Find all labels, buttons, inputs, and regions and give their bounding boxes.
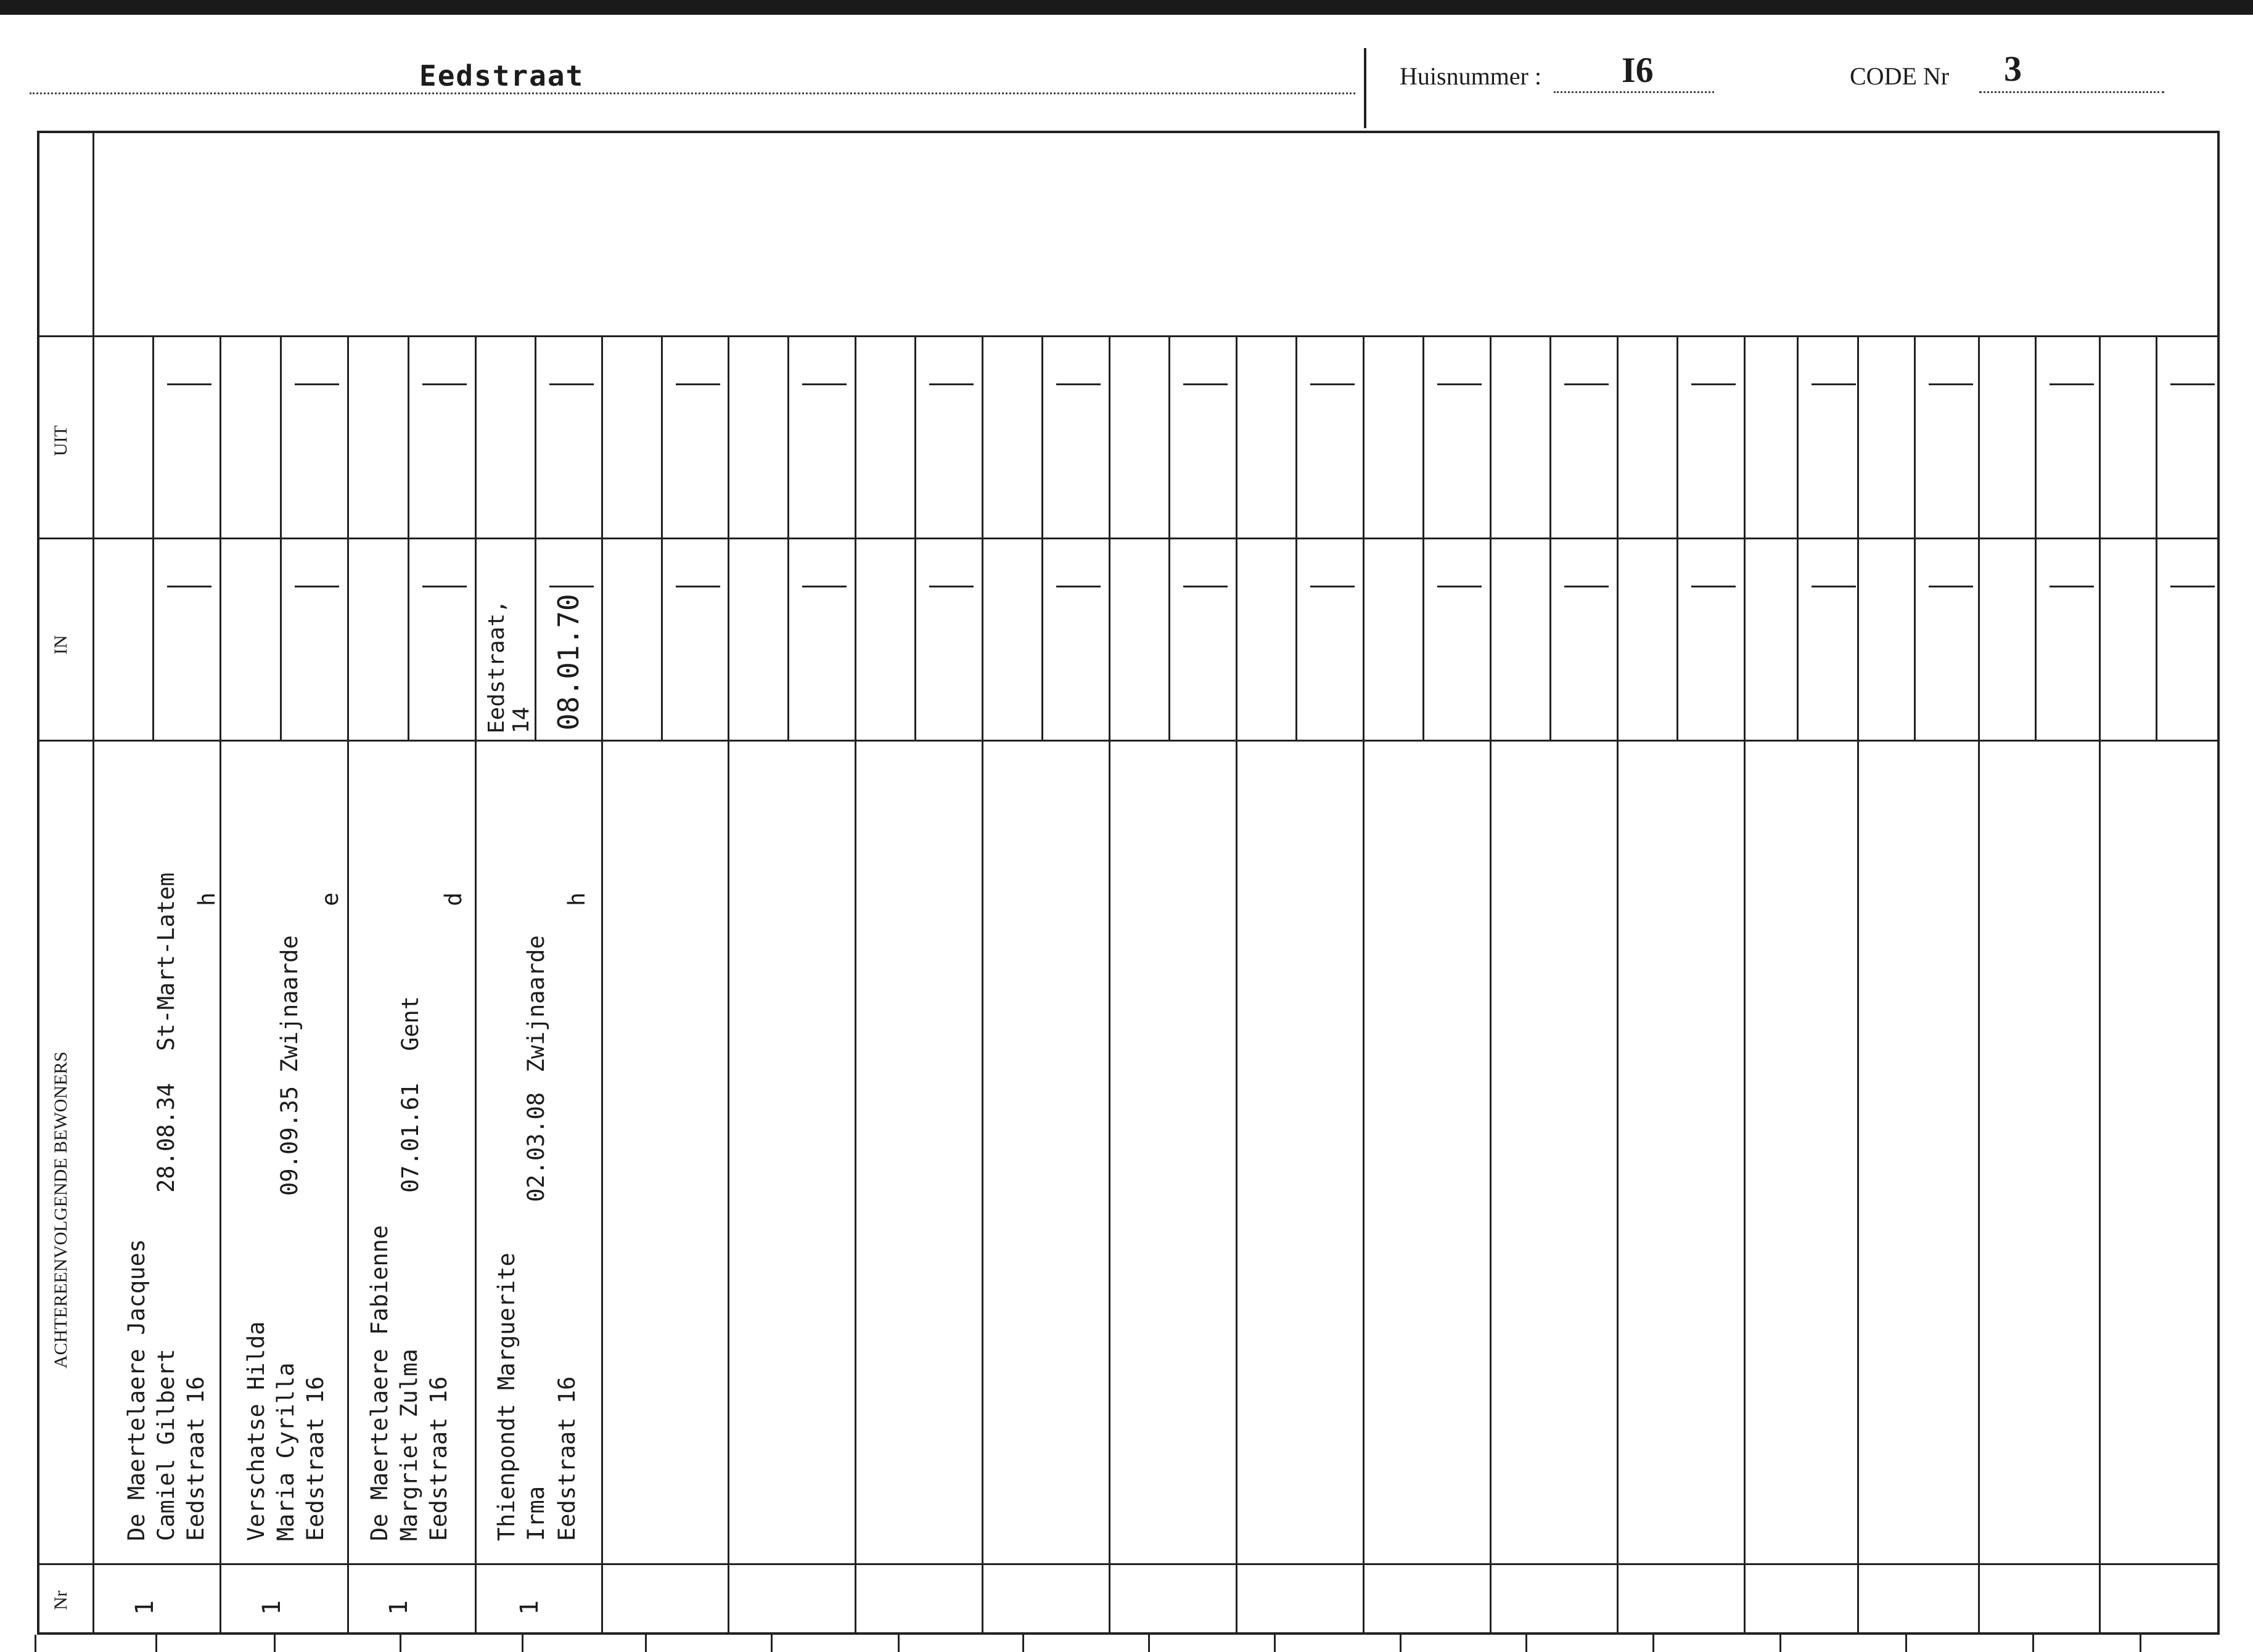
resident-address: Eedstraat 16 (425, 1376, 452, 1541)
empty-dash (1056, 383, 1101, 385)
subcolumn-divider (787, 335, 789, 740)
subcolumn-divider (1676, 335, 1678, 740)
column-divider (1363, 335, 1365, 1635)
bottom-tick (645, 1635, 647, 1652)
subcolumn-divider (280, 335, 282, 740)
empty-dash (802, 383, 847, 385)
empty-dash (2170, 383, 2215, 385)
resident-address: Eedstraat 16 (183, 1376, 209, 1541)
bottom-tick (1022, 1635, 1024, 1652)
resident-birth-place: Zwijnaarde (523, 935, 549, 1073)
empty-dash (422, 586, 467, 587)
column-divider (1236, 335, 1237, 1635)
subcolumn-divider (914, 335, 916, 740)
resident-birth-place: Gent (397, 996, 424, 1051)
header-separator (1364, 48, 1366, 128)
column-divider (1490, 335, 1492, 1635)
resident-code: h (194, 892, 220, 906)
subcolumn-divider (1295, 335, 1297, 740)
empty-dash (2050, 383, 2094, 385)
subcolumn-divider (661, 335, 663, 740)
house-number-label: Huisnummer : (1400, 62, 1541, 90)
bottom-tick (771, 1635, 773, 1652)
empty-dash (1929, 383, 1973, 385)
bottom-tick (1400, 1635, 1401, 1652)
empty-dash (549, 383, 594, 385)
in-date: 08.01.70 (552, 594, 585, 730)
top-border (0, 0, 2253, 15)
resident-code: d (440, 892, 467, 906)
empty-dash (676, 383, 720, 385)
resident-birth-date: 28.08.34 (153, 1082, 179, 1193)
empty-dash (1564, 383, 1609, 385)
column-divider (728, 335, 729, 1635)
bottom-tick (35, 1635, 36, 1652)
subcolumn-divider (1797, 335, 1799, 740)
resident-nr: 1 (385, 1600, 413, 1615)
empty-dash (1310, 383, 1355, 385)
column-divider (982, 335, 983, 1635)
code-value: 3 (2004, 49, 2022, 89)
column-divider (1857, 335, 1859, 1635)
resident-given-names: Irma (523, 1486, 549, 1541)
bottom-tick (2140, 1635, 2141, 1652)
row-divider-in (37, 538, 2220, 539)
empty-dash (2050, 586, 2094, 587)
empty-dash (167, 586, 211, 587)
subcolumn-divider (1168, 335, 1170, 740)
house-number-line (1554, 91, 1714, 93)
bottom-tick (400, 1635, 401, 1652)
column-divider (347, 335, 349, 1635)
register-table (37, 131, 2220, 1635)
subcolumn-divider (2035, 335, 2037, 740)
empty-dash (1929, 586, 1973, 587)
resident-address: Eedstraat 16 (302, 1376, 329, 1541)
empty-dash (1183, 586, 1228, 587)
resident-address: Eedstraat 16 (554, 1376, 580, 1541)
bottom-tick (1274, 1635, 1276, 1652)
row-divider-bewoners (37, 740, 2220, 742)
subcolumn-divider (1914, 335, 1916, 740)
resident-name: Thienpondt Marguerite (493, 1253, 520, 1541)
resident-name: Verschatse Hilda (243, 1321, 269, 1541)
resident-birth-place: St-Mart-Latem (153, 872, 179, 1051)
bottom-tick (1779, 1635, 1781, 1652)
resident-code: e (317, 892, 343, 906)
bottom-tick (1148, 1635, 1150, 1652)
street-dotted-line (30, 43, 1355, 94)
resident-given-names: Camiel Gilbert (153, 1349, 179, 1541)
empty-dash (1310, 586, 1355, 587)
house-number-value: I6 (1622, 50, 1654, 90)
row-label-bewoners: ACHTEREENVOLGENDE BEWONERS (51, 1051, 71, 1368)
resident-birth-place: Zwijnaarde (276, 935, 303, 1073)
row-label-nr: Nr (51, 1590, 71, 1610)
column-divider (475, 335, 477, 1635)
resident-given-names: Maria Cyrilla (273, 1362, 299, 1541)
subcolumn-divider (1041, 335, 1043, 740)
bottom-tick (2032, 1635, 2034, 1652)
empty-dash (929, 383, 974, 385)
empty-dash (1056, 586, 1101, 587)
empty-dash (167, 383, 211, 385)
empty-dash (1437, 383, 1482, 385)
empty-dash (929, 586, 974, 587)
resident-name: De Maertelaere Jacques (123, 1238, 150, 1541)
in-previous-address: Eedstraat, 14 (484, 600, 534, 734)
column-divider (601, 335, 603, 1635)
resident-name: De Maertelaere Fabienne (366, 1225, 393, 1541)
empty-dash (295, 383, 339, 385)
empty-dash (1183, 383, 1228, 385)
column-divider (1744, 335, 1746, 1635)
resident-nr: 1 (258, 1600, 286, 1615)
resident-nr: 1 (131, 1600, 159, 1615)
code-label: CODE Nr (1850, 62, 1950, 90)
street-name: Eedstraat (419, 59, 585, 92)
empty-dash (1812, 586, 1856, 587)
empty-dash (1437, 586, 1482, 587)
column-divider (1109, 335, 1110, 1635)
empty-dash (1691, 383, 1736, 385)
subcolumn-divider (152, 335, 154, 740)
subcolumn-divider (2156, 335, 2157, 740)
subcolumn-divider (535, 335, 536, 740)
bottom-tick (1652, 1635, 1654, 1652)
empty-dash (422, 383, 467, 385)
resident-birth-date: 09.09.35 (276, 1086, 303, 1196)
empty-dash (1564, 586, 1609, 587)
empty-dash (295, 586, 339, 587)
bottom-tick (898, 1635, 900, 1652)
resident-birth-date: 07.01.61 (397, 1082, 424, 1193)
resident-given-names: Margriet Zulma (396, 1349, 422, 1541)
column-divider (2099, 335, 2101, 1635)
empty-dash (1812, 383, 1856, 385)
label-column-divider (92, 131, 94, 1635)
row-label-in: IN (51, 635, 71, 655)
bottom-tick (155, 1635, 157, 1652)
subcolumn-divider (1422, 335, 1424, 740)
bottom-tick (274, 1635, 276, 1652)
resident-code: h (564, 892, 590, 906)
column-divider (1978, 335, 1980, 1635)
empty-dash (2170, 586, 2215, 587)
row-divider-uit (37, 335, 2220, 337)
column-divider (220, 335, 221, 1635)
code-line (1979, 91, 2164, 93)
bottom-tick (522, 1635, 523, 1652)
row-label-uit: UIT (51, 425, 71, 456)
bottom-tick (1525, 1635, 1527, 1652)
empty-dash (802, 586, 847, 587)
subcolumn-divider (1549, 335, 1551, 740)
bottom-tick (1905, 1635, 1907, 1652)
empty-dash (676, 586, 720, 587)
row-divider-nr (37, 1563, 2220, 1565)
subcolumn-divider (408, 335, 409, 740)
column-divider (855, 335, 856, 1635)
empty-dash (1691, 586, 1736, 587)
column-divider (1617, 335, 1619, 1635)
resident-nr: 1 (515, 1600, 544, 1615)
resident-birth-date: 02.03.08 (523, 1092, 549, 1202)
empty-dash (549, 586, 594, 587)
